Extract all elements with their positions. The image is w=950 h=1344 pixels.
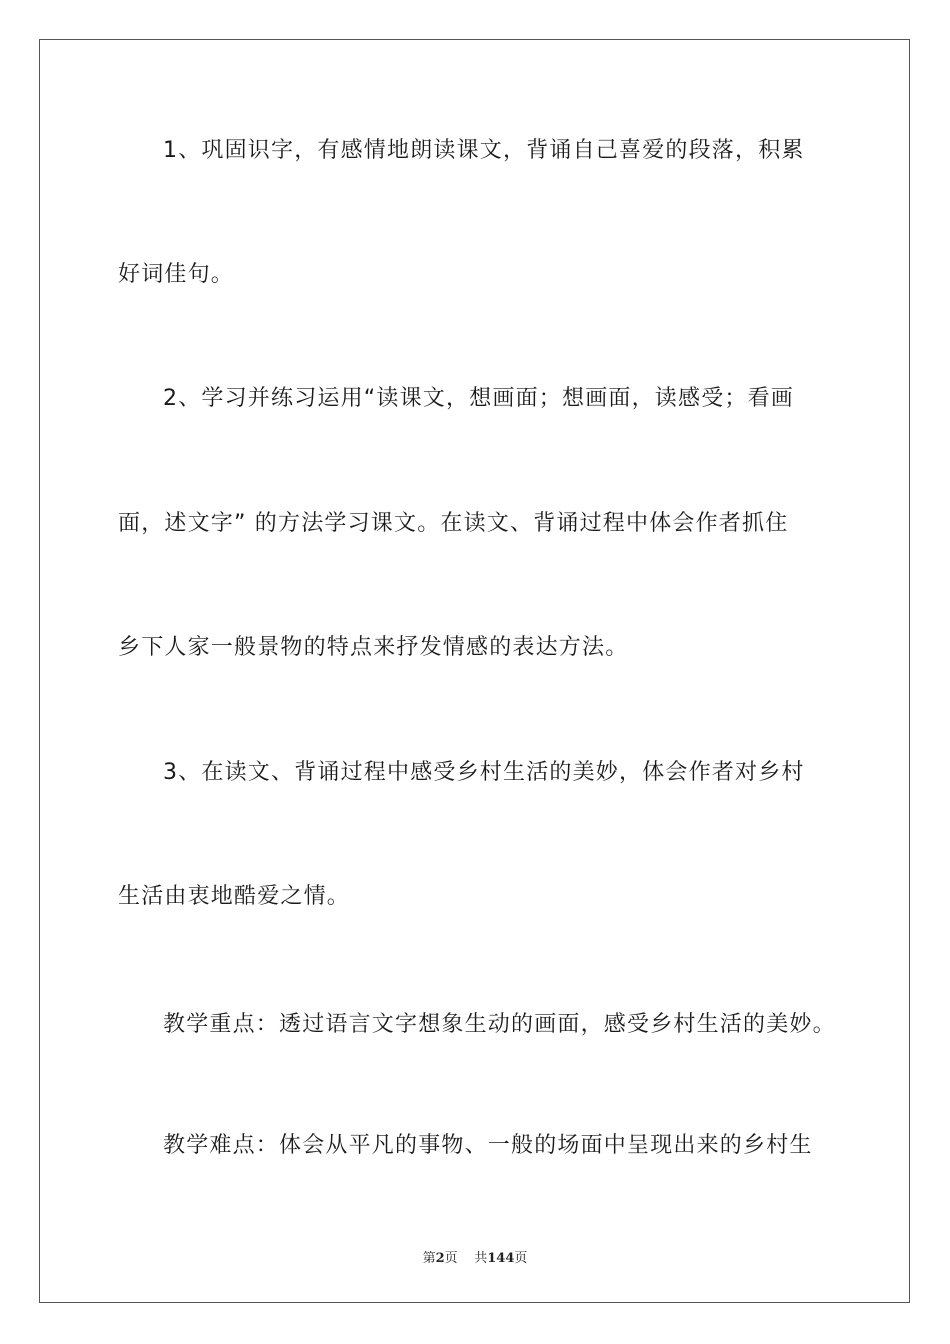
objective-2-line-1: 2、学习并练习运用“读课文，想画面；想画面，读感受；看画 [163,386,794,411]
footer-prefix: 第 [422,1251,436,1266]
page-footer [0,1247,950,1266]
objective-3-line-1: 3、在读文、背诵过程中感受乡村生活的美妙，体会作者对乡村 [163,760,805,785]
footer-page-number: 2 [435,1251,445,1266]
footer-total-suffix: 页 [514,1251,528,1266]
footer-total-pages: 144 [487,1251,515,1266]
page-border [39,39,910,1303]
footer-page-suffix: 页 [444,1251,458,1266]
objective-1-line-1: 1、巩固识字，有感情地朗读课文，背诵自己喜爱的段落，积累 [163,138,805,163]
objective-2-line-2: 面，述文字” 的方法学习课文。在读文、背诵过程中体会作者抓住 [118,511,789,536]
footer-total-prefix: 共 [474,1251,488,1266]
teaching-focus: 教学重点：透过语言文字想象生动的画面，感受乡村生活的美妙。 [163,1012,836,1037]
objective-1-line-2: 好词佳句。 [118,262,235,287]
teaching-difficulty: 教学难点：体会从平凡的事物、一般的场面中呈现出来的乡村生 [163,1133,813,1158]
objective-2-line-3: 乡下人家一般景物的特点来抒发情感的表达方法。 [118,635,629,660]
objective-3-line-2: 生活由衷地酷爱之情。 [118,884,351,909]
